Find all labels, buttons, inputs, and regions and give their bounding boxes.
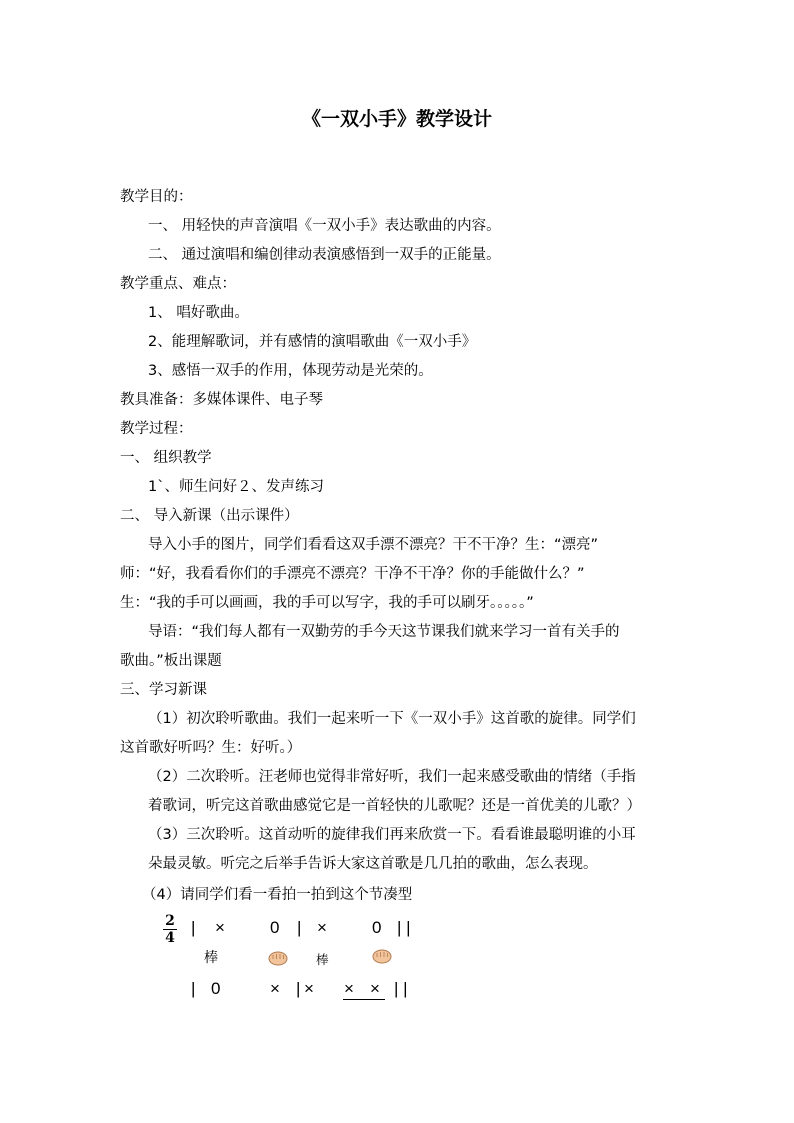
barline: | [191,979,196,998]
step-2-paragraph-line: 导入小手的图片，同学们看看这双手漂不漂亮？干不干净？生：“漂亮” [148,537,599,553]
eighth-beam-underline [343,999,385,1000]
rhythm-eighth-note: × [344,979,354,998]
fist-icon [268,950,288,966]
rhythm-instruction: （4）请同学们看一看拍一拍到这个节凑型 [142,887,413,903]
barline: | [296,979,301,998]
step-2-paragraph-line: 生：“我的手可以画画，我的手可以写字，我的手可以刷牙。。。。。” [120,595,534,611]
step-2-intro-line: 歌曲。”板出课题 [120,653,222,669]
fist-icon [372,948,392,964]
final-barline: | | [394,979,408,998]
step-1-heading: 一、 组织教学 [120,450,212,466]
key-point-3: 3、感悟一双手的作用，体现劳动是光荣的。 [148,363,433,379]
section-heading-objectives: 教学目的： [120,189,193,205]
materials-line: 教具准备：多媒体课件、电子琴 [120,392,323,408]
step-2-intro-line: 导语：“我们每人都有一双勤劳的手今天这节课我们就来学习一首有关手的 [148,624,620,640]
step-2-paragraph-line: 师：“好，我看看你们的手漂亮不漂亮？干净不干净？你的手能做什么？” [120,566,585,582]
rhythm-rest: 0 [211,979,221,998]
rhythm-eighth-note: × [370,979,380,998]
listening-1-line: 这首歌好听吗？生：好听。） [120,740,302,756]
final-barline: | | [397,918,411,937]
time-signature [163,914,177,945]
barline: | [191,918,196,937]
rhythm-note: × [317,918,327,937]
section-heading-key-points: 教学重点、难点： [120,276,236,292]
section-heading-process: 教学过程： [120,421,193,437]
rhythm-note: × [270,979,280,998]
time-signature-bottom: 4 [165,930,175,946]
objective-1: 一、 用轻快的声音演唱《一双小手》表达歌曲的内容。 [148,218,501,234]
listening-3-line: 朵最灵敏。听完之后举手告诉大家这首歌是几几拍的歌曲，怎么表现。 [148,856,598,872]
stick-label: 棒 [316,952,329,967]
key-point-2: 2、能理解歌词，并有感情的演唱歌曲《一双小手》 [148,334,477,350]
rhythm-note: × [215,918,225,937]
listening-2-line: 着歌词，听完这首歌曲感觉它是一首轻快的儿歌呢？还是一首优美的儿歌？） [148,798,641,814]
document-title: 《一双小手》教学设计 [301,108,492,130]
time-signature-top: 2 [165,913,175,929]
listening-1-line: （1）初次聆听歌曲。我们一起来听一下《一双小手》这首歌的旋律。同学们 [148,711,636,727]
stick-label: 棒 [204,950,218,966]
key-point-1: 1、 唱好歌曲。 [148,305,249,321]
rhythm-rest: 0 [270,918,280,937]
listening-2-line: （2）二次聆听。汪老师也觉得非常好听，我们一起来感受歌曲的情绪（手指 [148,769,636,785]
rhythm-note: × [304,979,314,998]
step-2-heading: 二、 导入新课（出示课件） [120,508,299,524]
step-1-detail: 1`、师生问好２、发声练习 [148,479,324,495]
barline: | [297,918,302,937]
rhythm-rest: 0 [372,918,382,937]
step-3-heading: 三、学习新课 [120,682,207,698]
objective-2: 二、 通过演唱和编创律动表演感悟到一双手的正能量。 [148,247,501,263]
listening-3-line: （3）三次聆听。这首动听的旋律我们再来欣赏一下。看看谁最聪明谁的小耳 [148,827,636,843]
